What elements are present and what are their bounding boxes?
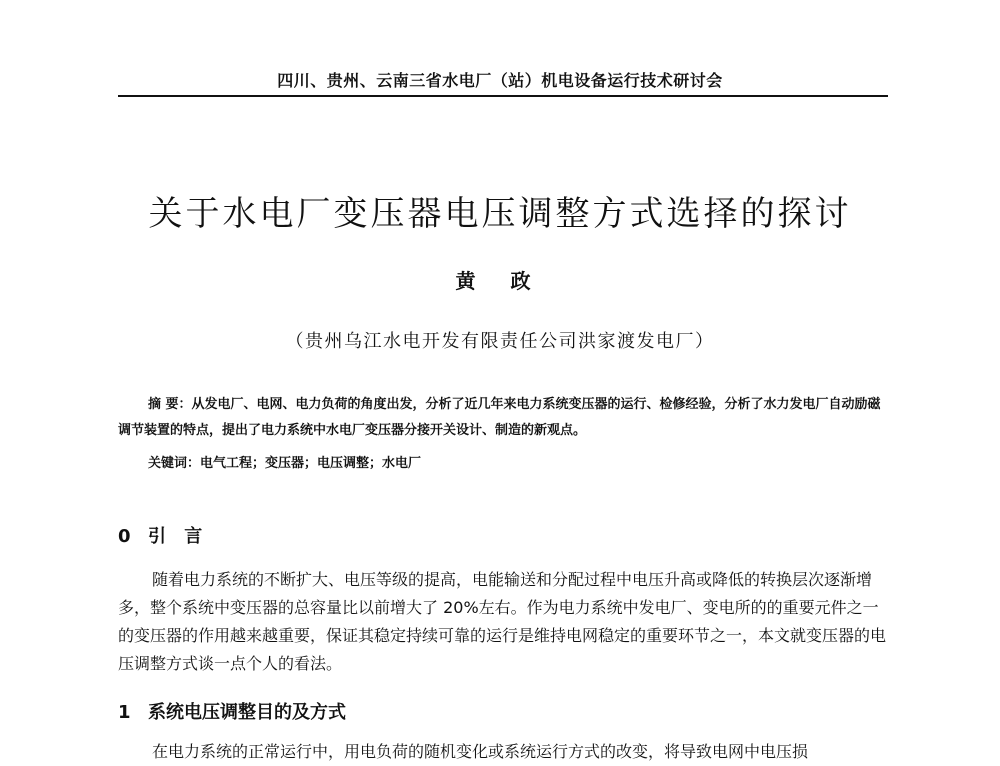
abstract-text: 摘 要：从发电厂、电网、电力负荷的角度出发，分析了近几年来电力系统变压器的运行、检修经验，分析了水力发电厂自动励磁调节装置的特点，提出了电力系统中水电厂变压器分接开关设计、制造的新观点。 <box>118 397 881 438</box>
section-title: 系统电压调整目的及方式 <box>148 702 346 723</box>
header-rule <box>118 95 888 97</box>
abstract <box>118 392 890 444</box>
keywords: 关键词：电气工程；变压器；电压调整；水电厂 <box>148 456 422 471</box>
section-number: 0 <box>118 526 137 547</box>
section-number: 1 <box>118 702 131 723</box>
section1-paragraph <box>118 738 890 766</box>
running-header: 四川、贵州、云南三省水电厂（站）机电设备运行技术研讨会 <box>277 71 723 90</box>
section-title: 引 言 <box>148 526 209 547</box>
paragraph-text: 随着电力系统的不断扩大、电压等级的提高，电能输送和分配过程中电压升高或降低的转换层次逐渐增多，整个系统中变压器的总容量比以前增大了 20%左右。作为电力系统中发电厂、变电所的的重要元件之一的变压器的作用越来越重要，保证其稳定持续可靠的运行是维持电网稳定的重要环节之一，本文就变压器的电压调整方式谈一点个人的看法。 <box>118 570 887 673</box>
intro-paragraph <box>118 566 890 678</box>
section-heading-intro <box>118 522 208 548</box>
section-heading-voltage-regulation <box>118 698 346 724</box>
paragraph-text: 在电力系统的正常运行中，用电负荷的随机变化或系统运行方式的改变，将导致电网中电压损 <box>152 742 809 761</box>
author-name: 黄 政 <box>455 269 545 293</box>
paper-title: 关于水电厂变压器电压调整方式选择的探讨 <box>148 194 852 234</box>
author-affiliation: （贵州乌江水电开发有限责任公司洪家渡发电厂） <box>285 331 715 352</box>
